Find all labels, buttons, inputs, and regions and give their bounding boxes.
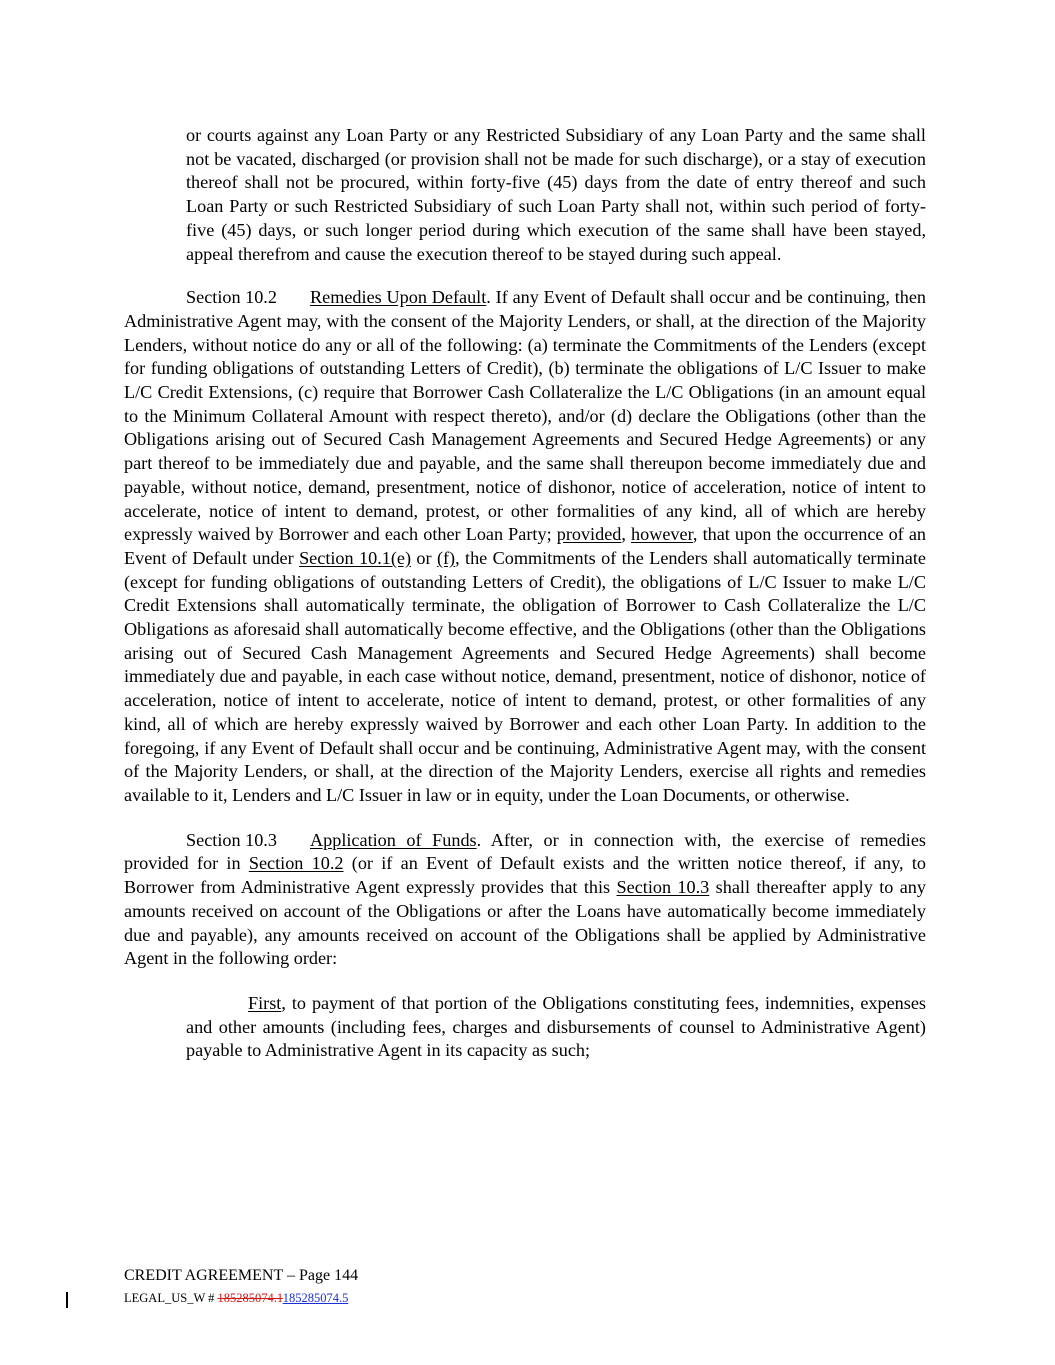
section-10-1-f-reference: (f): [436, 547, 456, 568]
revision-change-bar: [66, 1292, 68, 1308]
section-10-2-reference: Section 10.2: [248, 853, 344, 874]
document-body: [124, 124, 926, 1063]
footer-page-title: CREDIT AGREEMENT – Page 144: [124, 1267, 359, 1284]
deleted-document-number: 185285074.1: [217, 1291, 283, 1305]
section-10-3-paragraph: Section 10.3 Application of Funds. After, or in connection with, the exercise of remedies provided for in Section 10.2 (or if an Event of Default exists and the written notice thereof, if any, to Borrower from Administrative Agent expressly provides that this Section 10.3 shall thereafter apply to any amounts received on account of the Obligations or after the Loans have automatically become immediately due and payable), any amounts received on account of the Obligations shall be applied by Administrative Agent in the following order:: [124, 829, 926, 969]
section-10-3-reference: Section 10.3: [616, 877, 710, 898]
section-10-2-number: Section 10.2: [186, 287, 277, 308]
section-10-1-e-reference: Section 10.1(e): [299, 547, 412, 568]
provided-term: provided: [556, 524, 622, 545]
footer-document-number: LEGAL_US_W # 185285074.1185285074.5: [124, 1291, 349, 1305]
inserted-document-number: 185285074.5: [282, 1291, 349, 1305]
first-priority-paragraph: First, to payment of that portion of the Obligations constituting fees, indemnities, expenses and other amounts (including fees, charges and disbursements of counsel to Administrative Agent) payable to Administrative Agent in its capacity as such;: [186, 992, 926, 1061]
section-10-2-paragraph: Section 10.2 Remedies Upon Default. If any Event of Default shall occur and be continuing, then Administrative Agent may, with the consent of the Majority Lenders, or shall, at the direction of the Majority Lenders, without notice do any or all of the following: (a) terminate the Commitments of the Lenders (except for funding obligations of outstanding Letters of Credit), (b) terminate the obligations of L/C Issuer to make L/C Credit Extensions, (c) require that Borrower Cash Collateralize the L/C Obligations (in an amount equal to the Minimum Collateral Amount with respect thereto), and/or (d) declare the Obligations (other than the Obligations arising out of Secured Cash Management Agreements and Secured Hedge Agreements) or any part thereof to be immediately due and payable, and the same shall thereupon become immediately due and payable, without notice, demand, presentment, notice of dishonor, notice of acceleration, notice of intent to accelerate, notice of intent to demand, protest, or other formalities of any kind, all of which are hereby expressly waived by Borrower and each other Loan Party; provided, however, that upon the occurrence of an Event of Default under Section 10.1(e) or (f), the Commitments of the Lenders shall automatically terminate (except for funding obligations of outstanding Letters of Credit), the obligations of L/C Issuer to make L/C Credit Extensions shall automatically terminate, the obligation of Borrower to Cash Collateralize the L/C Obligations as aforesaid shall automatically become effective, and the Obligations (other than the Obligations arising out of Secured Cash Management Agreements and Secured Hedge Agreements) shall become immediately due and payable, in each case without notice, demand, presentment, notice of dishonor, notice of acceleration, notice of intent to accelerate, notice of intent to demand, protest, or other formalities of any kind, all of which are hereby expressly waived by Borrower and each other Loan Party. In addition to the foregoing, if any Event of Default shall occur and be continuing, Administrative Agent may, with the consent of the Majority Lenders, or shall, at the direction of the Majority Lenders, exercise all rights and remedies available to it, Lenders and L/C Issuer in law or in equity, under the Loan Documents, or otherwise.: [124, 287, 927, 805]
however-term: however: [631, 524, 693, 545]
page-footer: [124, 1265, 358, 1307]
section-10-3-heading: Application of Funds: [310, 829, 477, 850]
section-10-2-heading: Remedies Upon Default: [310, 287, 487, 308]
section-10-3-number: Section 10.3: [186, 829, 277, 850]
continuation-paragraph: or courts against any Loan Party or any Restricted Subsidiary of any Loan Party and the same shall not be vacated, discharged (or provision shall not be made for such discharge), or a stay of execution thereof shall not be procured, within forty-five (45) days from the date of entry thereof and such Loan Party or such Restricted Subsidiary of such Loan Party shall not, within such period of forty-five (45) days, or such longer period during which execution of the same shall have been stayed, appeal therefrom and cause the execution thereof to be stayed during such appeal.: [186, 125, 926, 264]
first-label: First: [248, 992, 282, 1013]
